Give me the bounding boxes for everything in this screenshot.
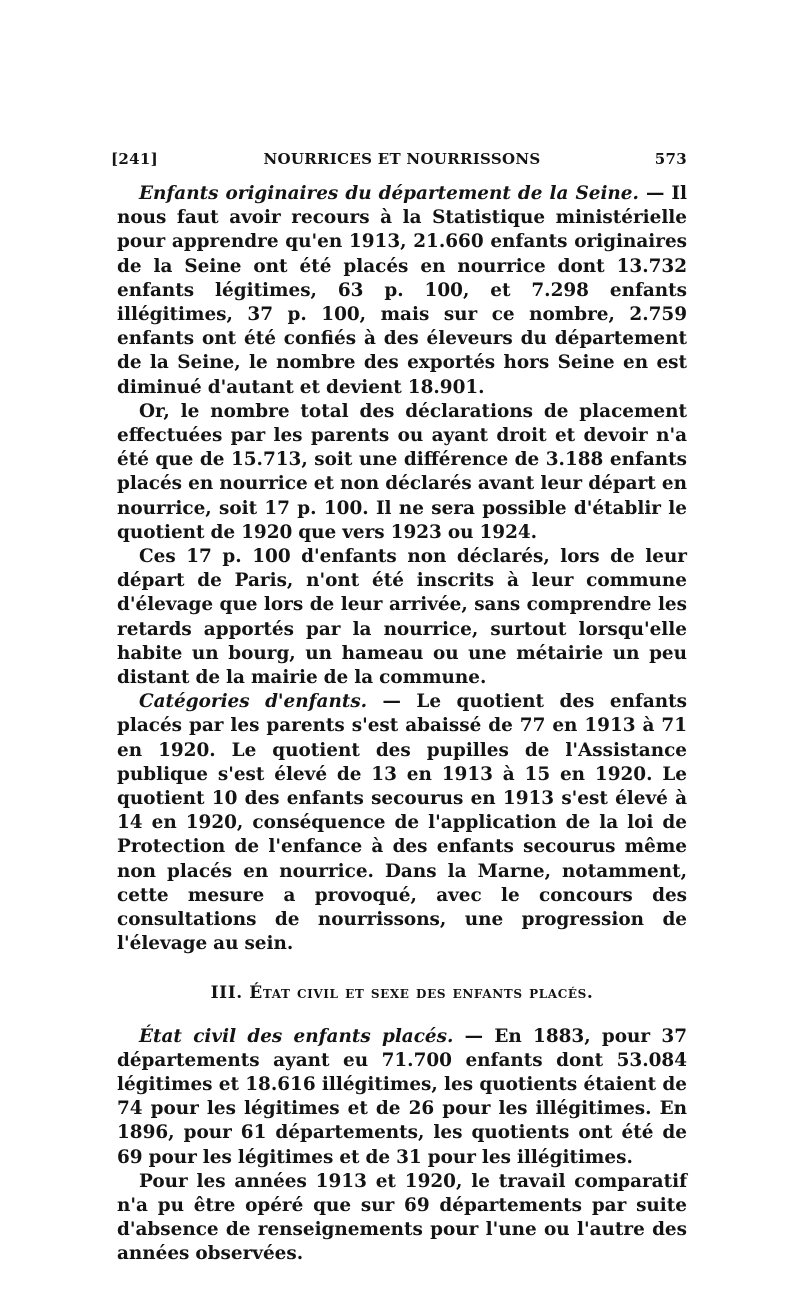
paragraph-text: — En 1883, pour 37 départements ayant eu 71.700 enfants dont 53.084 légitimes et 18.616 illégitimes, les quotients étaient de 74 pour les légitimes et de 26 pour les illégitimes. En 1896, pour 61 départements, les quotients ont été de 69 pour les légitimes et de 31 pour les illégitimes. [117, 1025, 687, 1168]
paragraph-heading: État civil des enfants placés. [139, 1025, 454, 1047]
paragraph-text: — Il nous faut avoir recours à la Statistique ministérielle pour apprendre qu'en 1913, 21.660 enfants originaires de la Seine ont été placés en nourrice dont 13.732 enfants légitimes, 63 p. 100, et 7.298 enfants illégitimes, 37 p. 100, mais sur ce nombre, 2.759 enfants ont été confiés à des éleveurs du département de la Seine, le nombre des exportés hors Seine en est diminué d'autant et devient 18.901. [117, 183, 687, 398]
paragraph-annees-observees [117, 1170, 687, 1267]
paragraph-categories [117, 690, 687, 956]
paragraph-text: Or, le nombre total des déclarations de placement effectuées par les parents ou ayant droit et devoir n'a été que de 15.713, soit une différence de 3.188 enfants placés en nourrice et non déclarés avant leur départ en nourrice, soit 17 p. 100. Il ne sera possible d'établir le quotient de 1920 que vers 1923 ou 1924. [117, 400, 687, 543]
page-reference: [241] [111, 150, 159, 168]
paragraph-text: Pour les années 1913 et 1920, le travail comparatif n'a pu être opéré que sur 69 départements par suite d'absence de renseignements pour l'une ou l'autre des années observées. [117, 1170, 687, 1265]
paragraph-text: — Le quotient des enfants placés par les parents s'est abaissé de 77 en 1913 à 71 en 1920. Le quotient des pupilles de l'Assistance publique s'est élevé de 13 en 1913 à 15 en 1920. Le quotient 10 des enfants secourus en 1913 s'est élevé à 14 en 1920, conséquence de l'application de la loi de Protection de l'enfance à des enfants secourus même non placés en nourrice. Dans la Marne, notamment, cette mesure a provoqué, avec le concours des consultations de nourrissons, une progression de l'élevage au sein. [117, 691, 687, 955]
running-head [111, 150, 687, 176]
paragraph-heading: Catégories d'enfants. [139, 691, 368, 713]
paragraph-etat-civil [117, 1025, 687, 1170]
section-heading: III. État civil et sexe des enfants placés. [210, 982, 594, 1003]
running-title: NOURRICES ET NOURRISSONS [263, 150, 541, 168]
paragraph-enfants-seine [117, 182, 687, 400]
page-number: 573 [654, 150, 687, 168]
paragraph-heading: Enfants originaires du département de la Seine. [139, 183, 639, 204]
paragraph-text: Ces 17 p. 100 d'enfants non déclarés, lors de leur départ de Paris, n'ont été inscrits à leur commune d'élevage que lors de leur arrivée, sans comprendre les retards apportés par la nourrice, surtout lorsqu'elle habite un bourg, un hameau ou une métairie un peu distant de la mairie de la commune. [117, 546, 687, 689]
book-page [111, 150, 687, 1267]
paragraph-non-declares [117, 545, 687, 690]
paragraph-declarations [117, 400, 687, 545]
